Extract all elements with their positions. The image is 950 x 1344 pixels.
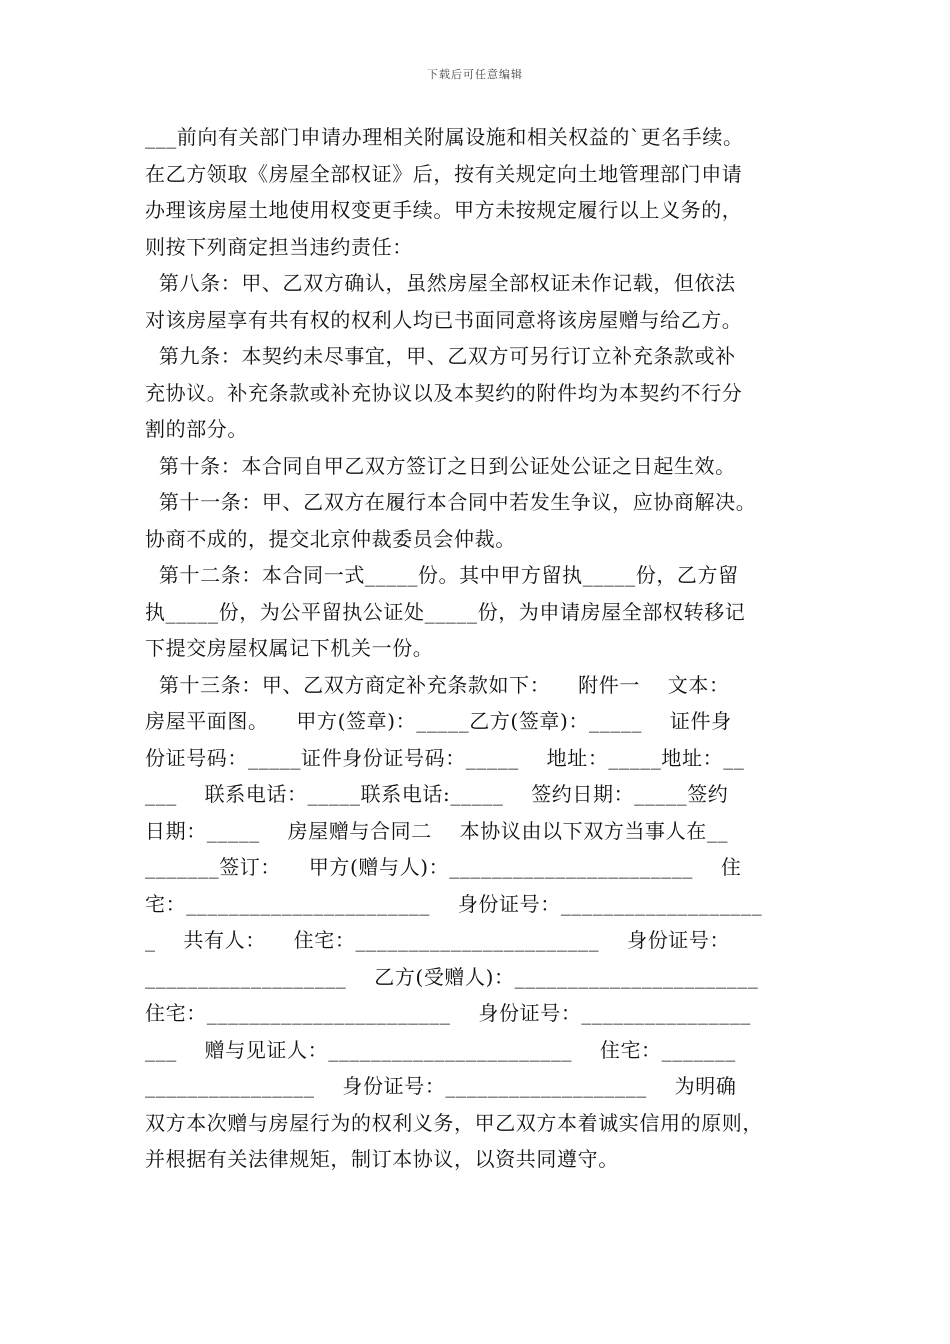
text-line: 双方本次赠与房屋行为的权利义务，甲乙双方本着诚实信用的原则， xyxy=(145,1110,763,1135)
text-line: ___ 赠与见证人：_______________________ 住宅：_______ xyxy=(145,1037,736,1062)
article-13-line: 第十三条：甲、乙双方商定补充条款如下： 附件一 文本： xyxy=(145,672,730,697)
text-line: 办理该房屋土地使用权变更手续。甲方未按规定履行以上义务的， xyxy=(145,198,743,222)
text-line: ___________________ 乙方(受赠人)：_______________________ xyxy=(145,964,759,989)
text-line: 执_____份，为公平留执公证处_____份，为申请房屋全部权转移记 xyxy=(145,599,746,624)
text-line: _ 共有人： 住宅：_______________________ 身份证号： xyxy=(145,928,731,952)
text-line: 协商不成的，提交北京仲裁委员会仲裁。 xyxy=(145,526,516,551)
text-line: 在乙方领取《房屋全部权证》后，按有关规定向土地管理部门申请 xyxy=(145,161,743,186)
article-8-line: 第八条：甲、乙双方确认，虽然房屋全部权证未作记载，但依法 xyxy=(145,271,736,295)
text-line: 宅：_______________________ 身份证号：___________________ xyxy=(145,891,763,916)
text-line: 住宅：_______________________ 身份证号：________________ xyxy=(145,1001,752,1025)
article-12-line: 第十二条：本合同一式_____份。其中甲方留执_____份，乙方留 xyxy=(145,563,739,587)
text-line: 并根据有关法律规矩，制订本协议，以资共同遵守。 xyxy=(145,1147,619,1171)
text-line: 割的部分。 xyxy=(145,417,248,441)
text-line: 份证号码：_____证件身份证号码：_____ 地址：_____地址：__ xyxy=(145,745,745,770)
document-body xyxy=(145,119,825,1178)
text-line: 下提交房屋权属记下机关一份。 xyxy=(145,636,434,660)
text-line: 则按下列商定担当违约责任： xyxy=(145,234,413,259)
text-line: _______签订： 甲方(赠与人)：_______________________ 住 xyxy=(145,855,742,879)
article-10-line: 第十条：本合同自甲乙双方签订之日到公证处公证之日起生效。 xyxy=(145,453,736,478)
text-line: ________________ 身份证号：___________________ 为明确 xyxy=(145,1074,737,1098)
article-11-line: 第十一条：甲、乙双方在履行本合同中若发生争议，应协商解决。 xyxy=(145,490,757,514)
text-line: ___ 联系电话：_____联系电话:_____ 签约日期：_____签约 xyxy=(145,782,729,806)
text-line: 充协议。补充条款或补充协议以及本契约的附件均为本契约不行分 xyxy=(145,380,743,405)
text-line: ___前向有关部门申请办理相关附属设施和相关权益的`更名手续。 xyxy=(145,125,744,149)
text-line: 日期：_____ 房屋赠与合同二 本协议由以下双方当事人在__ xyxy=(145,818,729,843)
text-line: 对该房屋享有共有权的权利人均已书面同意将该房屋赠与给乙方。 xyxy=(145,307,743,332)
text-line: 房屋平面图。 甲方(签章)：_____乙方(签章)：_____ 证件身 xyxy=(145,709,732,733)
article-9-line: 第九条：本契约未尽事宜，甲、乙双方可另行订立补充条款或补 xyxy=(145,344,736,368)
page-header: 下载后可任意编辑 xyxy=(427,68,523,81)
